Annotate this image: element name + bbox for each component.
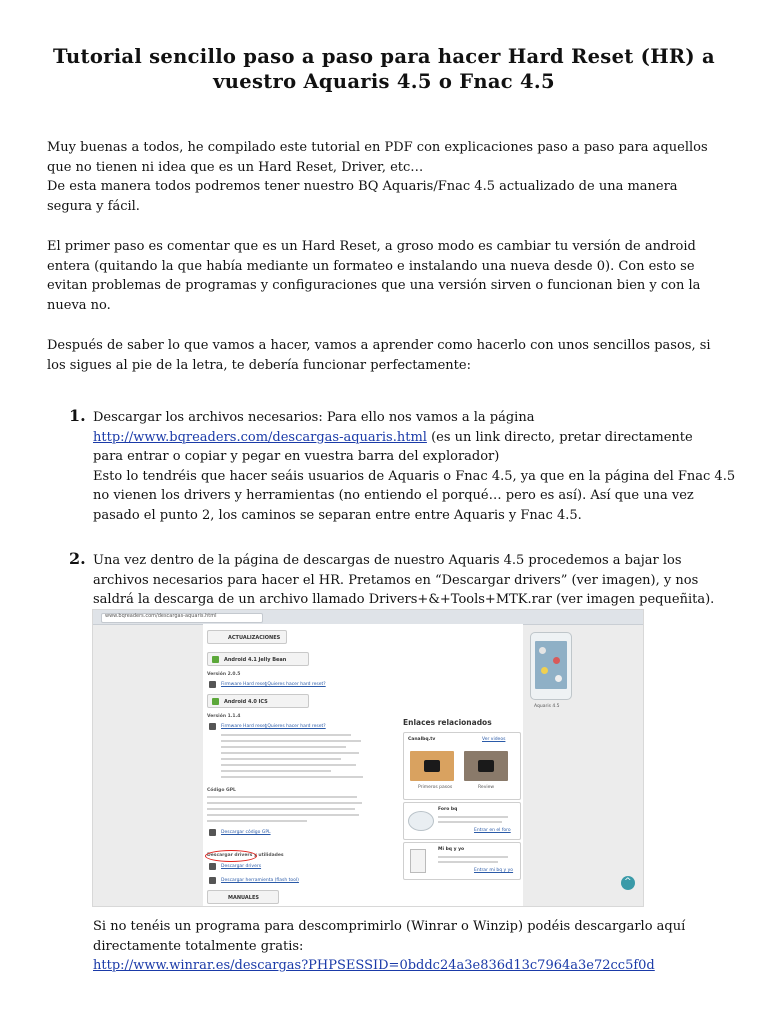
hard-reset-explanation — [47, 237, 727, 315]
firmware-link: Firmware Hard reset — [221, 682, 267, 687]
text-line: no vienen los drivers y herramientas (no entiendo el porqué… pero es así). Así que una vez — [93, 488, 694, 504]
android-icon — [212, 698, 219, 705]
text-placeholder — [221, 740, 361, 742]
text-line: directamente totalmente gratis: — [93, 938, 304, 954]
version-label: Versión 1.1.4 — [207, 714, 241, 719]
title-line-2: vuestro Aquaris 4.5 o Fnac 4.5 — [213, 70, 555, 93]
winrar-download-link[interactable]: http://www.winrar.es/descargas?PHPSESSID=0bddc24a3e836d13c7964a3e72cc5f0d — [93, 958, 655, 974]
text-placeholder — [207, 802, 362, 804]
file-icon — [209, 877, 216, 884]
text-line — [93, 428, 733, 448]
device-icon — [410, 849, 426, 873]
text-placeholder — [207, 808, 355, 810]
text-line: los sigues al pie de la letra, te debería funcionar perfectamente: — [47, 357, 471, 373]
phone-image — [530, 632, 572, 700]
chat-bubble-icon — [408, 811, 434, 831]
phone-caption: Aquaris 4.5 — [534, 704, 560, 709]
link-note: (es un link directo, pretar directamente — [426, 429, 693, 445]
title-line-1: Tutorial sencillo paso a paso para hacer Hard Reset (HR) a — [53, 45, 715, 68]
descargar-herramienta-link: Descargar herramienta (flash tool) — [221, 878, 299, 883]
text-line: Descargar los archivos necesarios: Para ello nos vamos a la página — [93, 410, 535, 425]
android-41-section: Android 4.1 Jelly Bean — [207, 652, 309, 666]
text-line: entera (quitando la que había mediante un formateo e instalando una nueva desde 0). Con esto se — [47, 258, 695, 274]
como-link: ¿Quieres hacer hard reset? — [265, 682, 326, 687]
steps-intro-paragraph — [47, 336, 727, 375]
codigo-gpl-label: Código GPL — [207, 788, 236, 793]
firmware-link: Firmware Hard reset — [221, 724, 267, 729]
como-link: ¿Quieres hacer hard reset? — [265, 724, 326, 729]
android-40-section: Android 4.0 ICS — [207, 694, 309, 708]
canalbq-card[interactable]: Canalbq.tv Ver videos Primeros pasos Review — [403, 732, 521, 800]
text-line: Esto lo tendréis que hacer seáis usuarios de Aquaris o Fnac 4.5, ya que en la página del Fnac 4.5 — [93, 468, 736, 484]
foro-card[interactable]: Foro bq Entrar en el foro — [403, 802, 521, 840]
scroll-top-icon — [621, 876, 635, 890]
document-title — [40, 44, 728, 94]
text-line: Después de saber lo que vamos a hacer, vamos a aprender como hacerlo con unos sencillos pasos, si — [47, 338, 711, 353]
file-icon — [209, 863, 216, 870]
text-placeholder — [207, 814, 359, 816]
text-line: que no tienen ni idea que es un Hard Reset, Driver, etc… — [47, 159, 424, 175]
related-links-heading: Enlaces relacionados — [403, 718, 492, 727]
text-placeholder — [221, 758, 341, 760]
download-page-screenshot — [92, 609, 644, 907]
step-number: 2. — [69, 549, 86, 568]
text-placeholder — [221, 770, 331, 772]
version-label: Versión 2.0.5 — [207, 672, 241, 677]
url-field: www.bqreaders.com/descargas-aquaris.html — [101, 613, 263, 623]
file-icon — [209, 829, 216, 836]
browser-address-bar — [93, 610, 643, 625]
text-placeholder — [221, 734, 351, 736]
text-placeholder — [221, 764, 356, 766]
bqreaders-download-link[interactable]: http://www.bqreaders.com/descargas-aquaris.html — [93, 429, 427, 445]
mibq-card[interactable]: Mi bq y yo Entrar mi bq y yo — [403, 842, 521, 880]
text-line: El primer paso es comentar que es un Hard Reset, a groso modo es cambiar tu versión de android — [47, 239, 696, 254]
text-line: Muy buenas a todos, he compilado este tutorial en PDF con explicaciones paso a paso para aquellos — [47, 140, 708, 155]
drivers-label: Descargar drivers y utilidades — [207, 853, 284, 858]
text-line: Una vez dentro de la página de descargas de nuestro Aquaris 4.5 procedemos a bajar los — [93, 553, 682, 568]
step-body — [93, 408, 736, 526]
text-placeholder — [207, 796, 357, 798]
step-body — [93, 551, 733, 610]
drivers-highlight-ring — [205, 850, 257, 862]
actualizaciones-header: ACTUALIZACIONES — [207, 630, 287, 644]
text-line: evitan problemas de programas y configuraciones que una versión sirven o funcionan bien y con la — [47, 278, 701, 294]
text-line: Si no tenéis un programa para descomprimirlo (Winrar o Winzip) podéis descargarlo aquí — [93, 919, 686, 934]
file-icon — [209, 723, 216, 730]
play-icon — [478, 760, 494, 772]
text-line: saldrá la descarga de un archivo llamado Drivers+&+Tools+MTK.rar (ver imagen pequeñita). — [93, 592, 715, 608]
text-line: De esta manera todos podremos tener nuestro BQ Aquaris/Fnac 4.5 actualizado de una manera — [47, 179, 678, 195]
manuales-header: MANUALES — [207, 890, 279, 904]
file-icon — [209, 681, 216, 688]
winrar-paragraph — [93, 917, 733, 976]
descargar-gpl-link: Descargar código GPL — [221, 830, 271, 835]
text-line: pasado el punto 2, los caminos se separan entre entre Aquaris y Fnac 4.5. — [93, 507, 582, 523]
video-thumbnail — [464, 751, 508, 781]
text-placeholder — [207, 820, 307, 822]
intro-paragraph — [47, 138, 727, 216]
text-line: nueva no. — [47, 297, 111, 313]
text-placeholder — [221, 746, 346, 748]
text-line: segura y fácil. — [47, 198, 140, 214]
play-icon — [424, 760, 440, 772]
video-thumbnail — [410, 751, 454, 781]
text-placeholder — [221, 752, 359, 754]
text-line: archivos necesarios para hacer el HR. Pretamos en “Descargar drivers” (ver imagen), y nos — [93, 572, 699, 588]
step-number: 1. — [69, 406, 86, 425]
text-line: para entrar o copiar y pegar en vuestra barra del explorador) — [93, 449, 500, 465]
text-placeholder — [221, 776, 363, 778]
descargar-drivers-link: Descargar drivers — [221, 864, 262, 869]
android-icon — [212, 656, 219, 663]
